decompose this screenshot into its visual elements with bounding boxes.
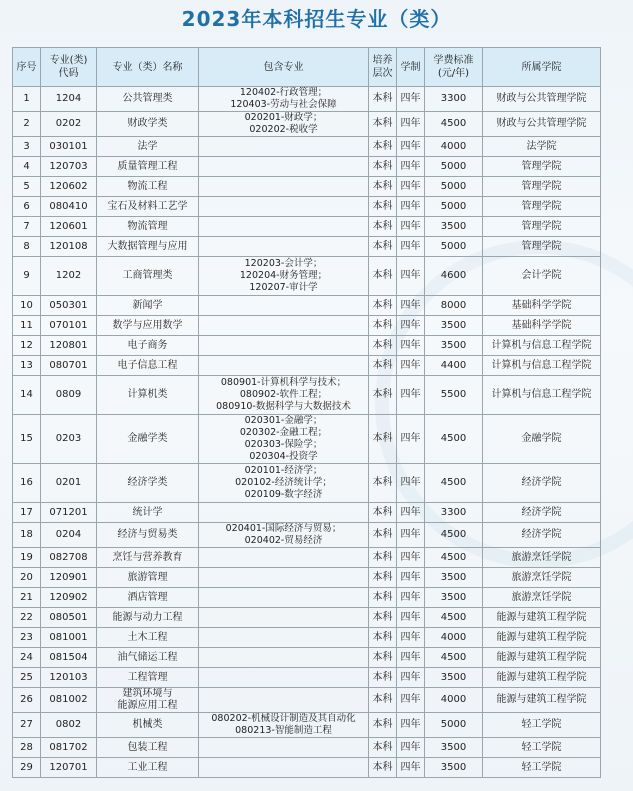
included-majors — [199, 608, 369, 628]
row-number: 29 — [13, 758, 41, 778]
college-name: 能源与建筑工程学院 — [483, 648, 601, 668]
table-row — [13, 137, 601, 157]
major-code: 120801 — [41, 336, 97, 356]
college-name: 财政与公共管理学院 — [483, 112, 601, 137]
tuition-fee: 3500 — [425, 217, 483, 237]
duration: 四年 — [397, 316, 425, 336]
major-name: 公共管理类 — [97, 87, 199, 112]
row-number: 19 — [13, 548, 41, 568]
included-majors — [199, 523, 369, 548]
included-majors — [199, 217, 369, 237]
college-name: 轻工学院 — [483, 758, 601, 778]
tuition-fee: 5000 — [425, 157, 483, 177]
major-name: 能源与动力工程 — [97, 608, 199, 628]
table-row — [13, 648, 601, 668]
duration: 四年 — [397, 758, 425, 778]
study-level: 本科 — [369, 588, 397, 608]
major-code: 050301 — [41, 296, 97, 316]
study-level: 本科 — [369, 503, 397, 523]
included-majors — [199, 356, 369, 376]
study-level: 本科 — [369, 688, 397, 713]
included-majors — [199, 464, 369, 503]
included-major-line: 120402-行政管理； — [239, 87, 328, 98]
tuition-fee: 4400 — [425, 356, 483, 376]
study-level: 本科 — [369, 356, 397, 376]
duration: 四年 — [397, 237, 425, 257]
major-name: 工商管理类 — [97, 257, 199, 296]
tuition-fee: 3500 — [425, 568, 483, 588]
included-majors — [199, 112, 369, 137]
major-name: 酒店管理 — [97, 588, 199, 608]
included-major-line: 120204-财务管理； — [239, 270, 328, 281]
tuition-fee: 4600 — [425, 257, 483, 296]
header-cell: 学制 — [397, 48, 425, 87]
included-majors — [199, 548, 369, 568]
duration: 四年 — [397, 336, 425, 356]
major-name: 建筑环境与 能源应用工程 — [97, 688, 199, 713]
table-row — [13, 688, 601, 713]
included-majors — [199, 87, 369, 112]
duration: 四年 — [397, 628, 425, 648]
table-row — [13, 568, 601, 588]
tuition-fee: 4500 — [425, 523, 483, 548]
major-name: 电子信息工程 — [97, 356, 199, 376]
row-number: 14 — [13, 376, 41, 415]
college-name: 基础科学学院 — [483, 316, 601, 336]
tuition-fee: 4500 — [425, 112, 483, 137]
major-code: 081001 — [41, 628, 97, 648]
included-major-line: 020304-投资学 — [249, 451, 318, 462]
duration: 四年 — [397, 415, 425, 464]
major-code: 120108 — [41, 237, 97, 257]
duration: 四年 — [397, 568, 425, 588]
major-name: 旅游管理 — [97, 568, 199, 588]
study-level: 本科 — [369, 157, 397, 177]
major-code: 071201 — [41, 503, 97, 523]
header-cell: 专业（类）名称 — [97, 48, 199, 87]
table-header-row — [13, 48, 601, 87]
study-level: 本科 — [369, 177, 397, 197]
included-majors — [199, 648, 369, 668]
header-cell: 包含专业 — [199, 48, 369, 87]
duration: 四年 — [397, 648, 425, 668]
duration: 四年 — [397, 376, 425, 415]
college-name: 轻工学院 — [483, 738, 601, 758]
tuition-fee: 4000 — [425, 628, 483, 648]
major-name: 机械类 — [97, 713, 199, 738]
included-major-line: 080910-数据科学与大数据技术 — [216, 401, 351, 412]
duration: 四年 — [397, 588, 425, 608]
study-level: 本科 — [369, 296, 397, 316]
included-major-line: 020101-经济学； — [244, 465, 323, 476]
study-level: 本科 — [369, 137, 397, 157]
study-level: 本科 — [369, 257, 397, 296]
major-name: 土木工程 — [97, 628, 199, 648]
row-number: 13 — [13, 356, 41, 376]
included-majors — [199, 568, 369, 588]
table-row — [13, 464, 601, 503]
tuition-fee: 4500 — [425, 464, 483, 503]
header-cell: 所属学院 — [483, 48, 601, 87]
row-number: 20 — [13, 568, 41, 588]
major-code: 120701 — [41, 758, 97, 778]
row-number: 7 — [13, 217, 41, 237]
duration: 四年 — [397, 608, 425, 628]
duration: 四年 — [397, 713, 425, 738]
college-name: 管理学院 — [483, 197, 601, 217]
major-code: 120901 — [41, 568, 97, 588]
duration: 四年 — [397, 296, 425, 316]
row-number: 15 — [13, 415, 41, 464]
major-name: 包装工程 — [97, 738, 199, 758]
included-major-line: 020303-保险学； — [244, 439, 323, 450]
duration: 四年 — [397, 137, 425, 157]
study-level: 本科 — [369, 648, 397, 668]
table-row — [13, 668, 601, 688]
study-level: 本科 — [369, 758, 397, 778]
major-code: 081002 — [41, 688, 97, 713]
major-name: 工程管理 — [97, 668, 199, 688]
major-code: 120902 — [41, 588, 97, 608]
major-name: 新闻学 — [97, 296, 199, 316]
study-level: 本科 — [369, 628, 397, 648]
included-majors — [199, 157, 369, 177]
study-level: 本科 — [369, 568, 397, 588]
study-level: 本科 — [369, 376, 397, 415]
table-row — [13, 738, 601, 758]
tuition-fee: 8000 — [425, 296, 483, 316]
major-name: 财政学类 — [97, 112, 199, 137]
duration: 四年 — [397, 523, 425, 548]
included-major-line: 020401-国际经济与贸易； — [225, 523, 342, 534]
study-level: 本科 — [369, 197, 397, 217]
included-majors — [199, 237, 369, 257]
included-major-line: 080901-计算机科学与技术； — [220, 377, 347, 388]
study-level: 本科 — [369, 415, 397, 464]
included-majors — [199, 588, 369, 608]
included-majors — [199, 503, 369, 523]
included-major-line: 080213-智能制造工程 — [235, 725, 332, 736]
included-majors — [199, 628, 369, 648]
tuition-fee: 3500 — [425, 738, 483, 758]
tuition-fee: 4500 — [425, 548, 483, 568]
duration: 四年 — [397, 668, 425, 688]
included-majors — [199, 336, 369, 356]
major-code: 0204 — [41, 523, 97, 548]
row-number: 12 — [13, 336, 41, 356]
included-majors — [199, 376, 369, 415]
study-level: 本科 — [369, 464, 397, 503]
college-name: 管理学院 — [483, 237, 601, 257]
table-row — [13, 503, 601, 523]
duration: 四年 — [397, 738, 425, 758]
header-cell: 序号 — [13, 48, 41, 87]
table-row — [13, 217, 601, 237]
header-cell: 培养 层次 — [369, 48, 397, 87]
major-name: 物流管理 — [97, 217, 199, 237]
duration: 四年 — [397, 87, 425, 112]
major-code: 120103 — [41, 668, 97, 688]
major-name: 工业工程 — [97, 758, 199, 778]
tuition-fee: 4500 — [425, 608, 483, 628]
major-name: 法学 — [97, 137, 199, 157]
row-number: 8 — [13, 237, 41, 257]
tuition-fee: 5500 — [425, 376, 483, 415]
included-majors — [199, 257, 369, 296]
college-name: 轻工学院 — [483, 713, 601, 738]
table-row — [13, 758, 601, 778]
tuition-fee: 3300 — [425, 503, 483, 523]
included-major-line: 020109-数字经济 — [244, 489, 323, 500]
included-major-line: 020301-金融学； — [244, 415, 323, 426]
tuition-fee: 4000 — [425, 137, 483, 157]
major-name: 物流工程 — [97, 177, 199, 197]
table-row — [13, 316, 601, 336]
included-majors — [199, 415, 369, 464]
major-code: 081702 — [41, 738, 97, 758]
college-name: 旅游烹饪学院 — [483, 568, 601, 588]
major-code: 120703 — [41, 157, 97, 177]
included-major-line: 120207-审计学 — [249, 282, 318, 293]
major-code: 080701 — [41, 356, 97, 376]
major-name: 质量管理工程 — [97, 157, 199, 177]
table-row — [13, 628, 601, 648]
table-row — [13, 523, 601, 548]
row-number: 28 — [13, 738, 41, 758]
table-row — [13, 197, 601, 217]
study-level: 本科 — [369, 608, 397, 628]
major-code: 030101 — [41, 137, 97, 157]
table-row — [13, 588, 601, 608]
college-name: 法学院 — [483, 137, 601, 157]
row-number: 4 — [13, 157, 41, 177]
included-major-line: 020302-金融工程； — [239, 427, 328, 438]
included-major-line: 020201-财政学； — [244, 112, 323, 123]
study-level: 本科 — [369, 668, 397, 688]
row-number: 1 — [13, 87, 41, 112]
included-majors — [199, 197, 369, 217]
tuition-fee: 3500 — [425, 668, 483, 688]
row-number: 10 — [13, 296, 41, 316]
row-number: 11 — [13, 316, 41, 336]
major-code: 0201 — [41, 464, 97, 503]
major-code: 0203 — [41, 415, 97, 464]
table-row — [13, 415, 601, 464]
included-majors — [199, 688, 369, 713]
college-name: 计算机与信息工程学院 — [483, 336, 601, 356]
study-level: 本科 — [369, 217, 397, 237]
major-code: 0802 — [41, 713, 97, 738]
major-name: 电子商务 — [97, 336, 199, 356]
duration: 四年 — [397, 157, 425, 177]
included-major-line: 120403-劳动与社会保障 — [230, 99, 337, 110]
included-majors — [199, 668, 369, 688]
majors-table — [12, 47, 601, 778]
college-name: 能源与建筑工程学院 — [483, 608, 601, 628]
tuition-fee: 3500 — [425, 316, 483, 336]
study-level: 本科 — [369, 548, 397, 568]
study-level: 本科 — [369, 316, 397, 336]
header-cell: 专业(类) 代码 — [41, 48, 97, 87]
major-name: 经济学类 — [97, 464, 199, 503]
duration: 四年 — [397, 177, 425, 197]
major-name: 金融学类 — [97, 415, 199, 464]
row-number: 2 — [13, 112, 41, 137]
included-majors — [199, 316, 369, 336]
major-name: 数学与应用数学 — [97, 316, 199, 336]
row-number: 17 — [13, 503, 41, 523]
row-number: 22 — [13, 608, 41, 628]
row-number: 9 — [13, 257, 41, 296]
major-code: 120601 — [41, 217, 97, 237]
row-number: 6 — [13, 197, 41, 217]
table-row — [13, 336, 601, 356]
table-row — [13, 177, 601, 197]
duration: 四年 — [397, 688, 425, 713]
included-major-line: 020402-贸易经济 — [244, 535, 323, 546]
major-name: 统计学 — [97, 503, 199, 523]
college-name: 管理学院 — [483, 157, 601, 177]
major-code: 1202 — [41, 257, 97, 296]
major-code: 070101 — [41, 316, 97, 336]
tuition-fee: 5000 — [425, 237, 483, 257]
tuition-fee: 3500 — [425, 336, 483, 356]
tuition-fee: 3300 — [425, 87, 483, 112]
table-row — [13, 237, 601, 257]
included-major-line: 080902-软件工程； — [239, 389, 328, 400]
table-row — [13, 112, 601, 137]
included-majors — [199, 738, 369, 758]
included-major-line: 120203-会计学； — [244, 258, 323, 269]
row-number: 21 — [13, 588, 41, 608]
table-row — [13, 713, 601, 738]
major-name: 经济与贸易类 — [97, 523, 199, 548]
study-level: 本科 — [369, 87, 397, 112]
college-name: 管理学院 — [483, 177, 601, 197]
major-code: 0809 — [41, 376, 97, 415]
duration: 四年 — [397, 356, 425, 376]
study-level: 本科 — [369, 523, 397, 548]
college-name: 能源与建筑工程学院 — [483, 628, 601, 648]
major-name: 烹饪与营养教育 — [97, 548, 199, 568]
included-major-line: 020202-税收学 — [249, 124, 318, 135]
study-level: 本科 — [369, 713, 397, 738]
table-row — [13, 376, 601, 415]
tuition-fee: 4500 — [425, 648, 483, 668]
included-majors — [199, 137, 369, 157]
page-title: 2023年本科招生专业（类） — [181, 7, 452, 31]
major-code: 081504 — [41, 648, 97, 668]
college-name: 计算机与信息工程学院 — [483, 356, 601, 376]
major-code: 0202 — [41, 112, 97, 137]
college-name: 基础科学学院 — [483, 296, 601, 316]
duration: 四年 — [397, 197, 425, 217]
duration: 四年 — [397, 217, 425, 237]
study-level: 本科 — [369, 112, 397, 137]
major-name: 油气储运工程 — [97, 648, 199, 668]
major-code: 082708 — [41, 548, 97, 568]
row-number: 23 — [13, 628, 41, 648]
major-code: 080410 — [41, 197, 97, 217]
college-name: 旅游烹饪学院 — [483, 588, 601, 608]
college-name: 管理学院 — [483, 217, 601, 237]
row-number: 18 — [13, 523, 41, 548]
included-majors — [199, 296, 369, 316]
study-level: 本科 — [369, 237, 397, 257]
row-number: 5 — [13, 177, 41, 197]
table-row — [13, 257, 601, 296]
table-row — [13, 548, 601, 568]
row-number: 16 — [13, 464, 41, 503]
college-name: 经济学院 — [483, 464, 601, 503]
college-name: 金融学院 — [483, 415, 601, 464]
college-name: 计算机与信息工程学院 — [483, 376, 601, 415]
tuition-fee: 5000 — [425, 177, 483, 197]
header-cell: 学费标准 (元/年) — [425, 48, 483, 87]
duration: 四年 — [397, 548, 425, 568]
duration: 四年 — [397, 464, 425, 503]
table-row — [13, 87, 601, 112]
major-code: 1204 — [41, 87, 97, 112]
row-number: 26 — [13, 688, 41, 713]
college-name: 旅游烹饪学院 — [483, 548, 601, 568]
row-number: 27 — [13, 713, 41, 738]
row-number: 25 — [13, 668, 41, 688]
study-level: 本科 — [369, 336, 397, 356]
college-name: 财政与公共管理学院 — [483, 87, 601, 112]
duration: 四年 — [397, 503, 425, 523]
included-major-line: 020102-经济统计学； — [235, 477, 332, 488]
college-name: 会计学院 — [483, 257, 601, 296]
tuition-fee: 5000 — [425, 713, 483, 738]
included-majors — [199, 177, 369, 197]
college-name: 经济学院 — [483, 523, 601, 548]
major-name: 计算机类 — [97, 376, 199, 415]
tuition-fee: 3500 — [425, 758, 483, 778]
table-row — [13, 356, 601, 376]
included-majors — [199, 758, 369, 778]
included-major-line: 080202-机械设计制造及其自动化 — [211, 713, 356, 724]
college-name: 能源与建筑工程学院 — [483, 668, 601, 688]
study-level: 本科 — [369, 738, 397, 758]
table-row — [13, 157, 601, 177]
major-name: 宝石及材料工艺学 — [97, 197, 199, 217]
tuition-fee: 4000 — [425, 688, 483, 713]
row-number: 3 — [13, 137, 41, 157]
tuition-fee: 4500 — [425, 415, 483, 464]
major-name: 大数据管理与应用 — [97, 237, 199, 257]
major-code: 120602 — [41, 177, 97, 197]
row-number: 24 — [13, 648, 41, 668]
major-code: 080501 — [41, 608, 97, 628]
duration: 四年 — [397, 257, 425, 296]
college-name: 能源与建筑工程学院 — [483, 688, 601, 713]
table-row — [13, 608, 601, 628]
table-row — [13, 296, 601, 316]
tuition-fee: 5000 — [425, 197, 483, 217]
college-name: 经济学院 — [483, 503, 601, 523]
tuition-fee: 3500 — [425, 588, 483, 608]
duration: 四年 — [397, 112, 425, 137]
included-majors — [199, 713, 369, 738]
